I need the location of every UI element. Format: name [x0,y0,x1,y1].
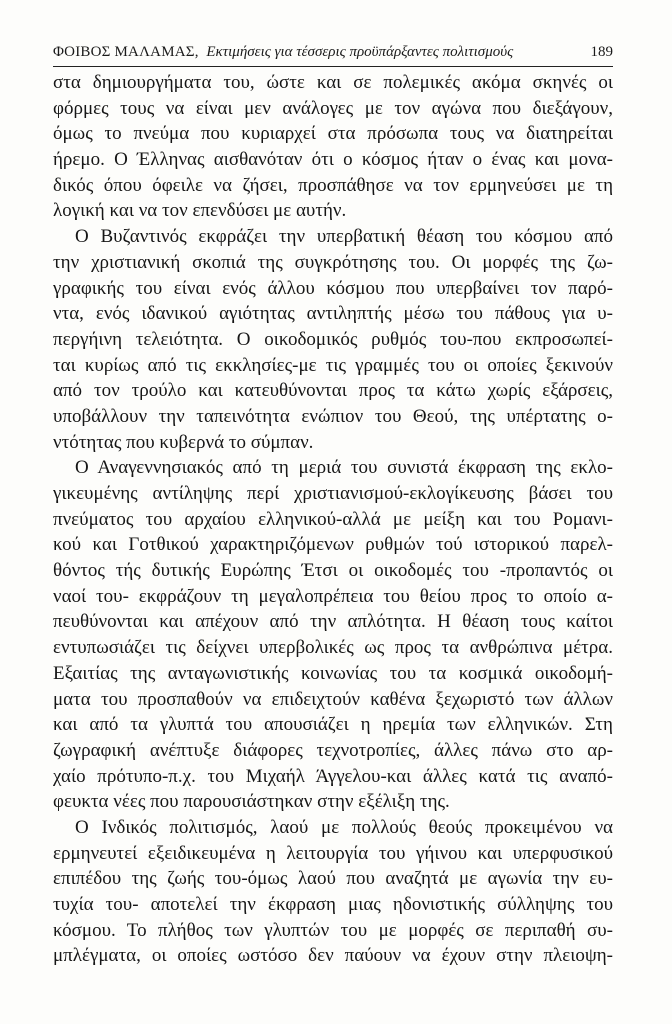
text-line: δικός όπου όφειλε να ζήσει, προσπάθησε να τον ερμηνεύσει με τη [53,174,613,196]
text-line: ήρεμο. Ο Έλληνας αισθανόταν ότι ο κόσμος ήταν ο ένας και μονα- [53,149,613,171]
text-line: γραφικής του είναι ενός άλλου κόσμου που υπερβαίνει τον παρό- [53,277,613,299]
text-line: πνεύματος του αρχαίου ελληνικού-αλλά με μείξη και του Ρομανι- [53,508,613,530]
text-line: μπλέγματα, οι οποίες ωστόσο δεν παύουν να έχουν στην πλειοψη- [53,945,613,967]
text-line: εντυπωσιάζει τις δείχνει υπερβολικές ως προς τα ανθρώπινα μέτρα. [53,637,613,659]
text-line: λογική και να τον επενδύσει με αυτήν. [53,200,347,222]
text-line: φευκτα νέες που παρουσιάστηκαν στην εξέλιξη της. [53,791,450,813]
text-line: ερμηνευτεί εξειδικευμένα η λειτουργία του γήινου και υπερφυσικού [53,842,613,864]
text-line: ναοί του- εκφράζουν τη μεγαλοπρέπεια του θείου προς το οποίο α- [53,585,613,607]
paragraph [53,224,613,455]
text-line: όμως το πνεύμα που κυριαρχεί στα πρόσωπα τους να διατηρείται [53,123,613,145]
text-line: ντότητας που κυβερνά το σύμπαν. [53,431,314,453]
paragraph [53,815,613,969]
text-line: ζωγραφική ανέπτυξε διάφορες τεχνοτροπίες, άλλες πάνω στο αρ- [53,739,613,761]
text-line: φόρμες τους να είναι μεν ανάλογες με τον αγώνα που διεξάγουν, [53,97,613,119]
header-book-title: Εκτιμήσεις για τέσσερις προϋπάρξαντες πολιτισμούς [206,44,514,60]
text-line: και από τα γλυπτά του απουσιάζει η ηρεμία των ελληνικών. Στη [53,714,613,736]
body-text [53,70,613,969]
text-line: θόντος τής δυτικής Ευρώπης Έτσι οι οικοδομές του -προπαντός οι [53,560,613,582]
text-line: Ο Ινδικός πολιτισμός, λαού με πολλούς θεούς προκειμένου να [75,816,613,838]
text-line: τυχία του- αποτελεί την έκφραση μιας ηδονιστικής σύλληψης του [53,894,613,915]
text-line: επιπέδου της ζωής του-όμως λαού που αναζητά με αγωνία την ευ- [53,868,613,890]
header-rule [53,66,613,67]
text-line: Εξαιτίας της ανταγωνιστικής κοινωνίας του τα κοσμικά οικοδομή- [53,662,613,684]
page-number: 189 [590,44,613,60]
text-line: Ο Αναγεννησιακός από τη μεριά του συνιστά έκφραση της εκλο- [75,457,613,479]
text-line: την χριστιανική σκοπιά της συγκρότησης του. Οι μορφές της ζω- [53,251,613,273]
text-line: πευθύνονται και απέχουν από την απλότητα. Η θέαση τους καίτοι [53,611,613,633]
text-line: κόσμου. Το πλήθος των γλυπτών του με μορφές σε περιπαθή συ- [53,919,613,941]
text-line: στα δημιουργήματα του, ώστε και σε πολεμικές ακόμα σκηνές οι [53,72,613,93]
text-line: από τον τρούλο και κατευθύνονται προς τα κάτω χωρίς εξάρσεις, [53,380,613,402]
header-author: ΦΟΙΒΟΣ ΜΑΛΑΜΑΣ, [53,44,199,60]
text-line: ντα, ενός ιδανικού αγιότητας αντιληπτής μέσω του πάθους για υ- [53,303,613,325]
text-line: γικευμένης αντίληψης περί χριστιανισμού-εκλογίκευσης βάσει του [53,483,613,504]
text-line: χαίο πρότυπο-π.χ. του Μιχαήλ Άγγελου-και άλλες κατά τις αναπό- [53,765,613,787]
text-line: ματα του προσπαθούν να επιδειχτούν καθένα ξεχωριστό των άλλων [53,688,613,710]
text-line: κού και Γοτθικού χαρακτηριζόμενων ρυθμών τού ιστορικού παρελ- [53,534,613,556]
paragraph [53,70,613,224]
running-header [53,44,613,66]
paragraph [53,455,613,815]
text-line: υποβάλλουν την ταπεινότητα ενώπιον του Θεού, της υπέρτατης ο- [53,405,613,427]
text-line: Ο Βυζαντινός εκφράζει την υπερβατική θέαση του κόσμου από [75,226,613,248]
text-line: περγήινη τελειότητα. Ο οικοδομικός ρυθμός του-που εκπροσωπεί- [53,328,613,350]
text-line: ται κυρίως από τις εκκλησίες-με τις γραμμές του οι οποίες ξεκινούν [53,354,613,376]
